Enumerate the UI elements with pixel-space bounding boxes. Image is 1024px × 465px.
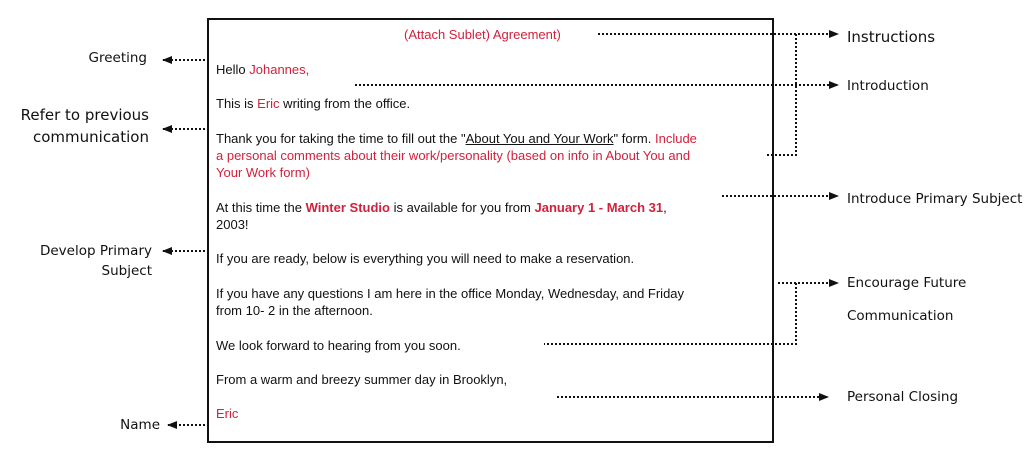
subject-prefix: At this time the	[216, 200, 306, 215]
connector-encourage-bracket	[544, 283, 796, 344]
thanks-suffix: " form.	[613, 131, 655, 146]
label-encourage-line2: Communication	[847, 308, 954, 324]
studio-name: Winter Studio	[305, 200, 390, 215]
subject-mid: is available for you from	[389, 200, 535, 215]
signature: Eric	[216, 406, 239, 421]
label-introduction: Introduction	[847, 78, 929, 94]
label-refer-line2: communication	[32, 128, 149, 146]
label-encourage-line1: Encourage Future	[847, 275, 967, 291]
label-instructions: Instructions	[847, 28, 936, 46]
label-personal-closing: Personal Closing	[847, 389, 959, 405]
thanks-prefix: Thank you for taking the time to fill out the "	[216, 131, 466, 146]
label-greeting: Greeting	[88, 50, 147, 66]
subject-suffix: ,	[663, 200, 667, 215]
personal-note-line2: a personal comments about their work/personality (based on info in About You and	[216, 148, 691, 163]
label-introduce-primary: Introduce Primary Subject	[847, 191, 1023, 207]
look-forward-line: We look forward to hearing from you soon.	[216, 338, 461, 353]
subject-year: 2003!	[216, 217, 249, 232]
connector-instructions-bracket	[766, 34, 796, 155]
personal-note-start: Include	[654, 131, 697, 146]
questions-line1: If you have any questions I am here in the office Monday, Wednesday, and Friday	[216, 286, 685, 301]
label-develop-line1: Develop Primary	[39, 243, 152, 259]
letter-title: (Attach Sublet) Agreement)	[404, 27, 561, 42]
intro-prefix: This is	[216, 96, 258, 111]
questions-line2: from 10- 2 in the afternoon.	[216, 303, 373, 318]
date-range: January 1 - March 31	[534, 200, 664, 215]
label-refer-line1: Refer to previous	[20, 106, 149, 124]
personal-note-line3: Your Work form)	[216, 165, 310, 180]
form-name: About You and Your Work	[465, 131, 614, 146]
sender-name: Eric	[257, 96, 280, 111]
closing-line: From a warm and breezy summer day in Brooklyn,	[216, 372, 508, 387]
intro-suffix: writing from the office.	[279, 96, 411, 111]
label-name: Name	[120, 417, 160, 433]
ready-line: If you are ready, below is everything you will need to make a reservation.	[216, 251, 635, 266]
recipient-name: Johannes,	[249, 62, 310, 77]
label-develop-line2: Subject	[101, 263, 152, 279]
greeting-prefix: Hello	[216, 62, 250, 77]
